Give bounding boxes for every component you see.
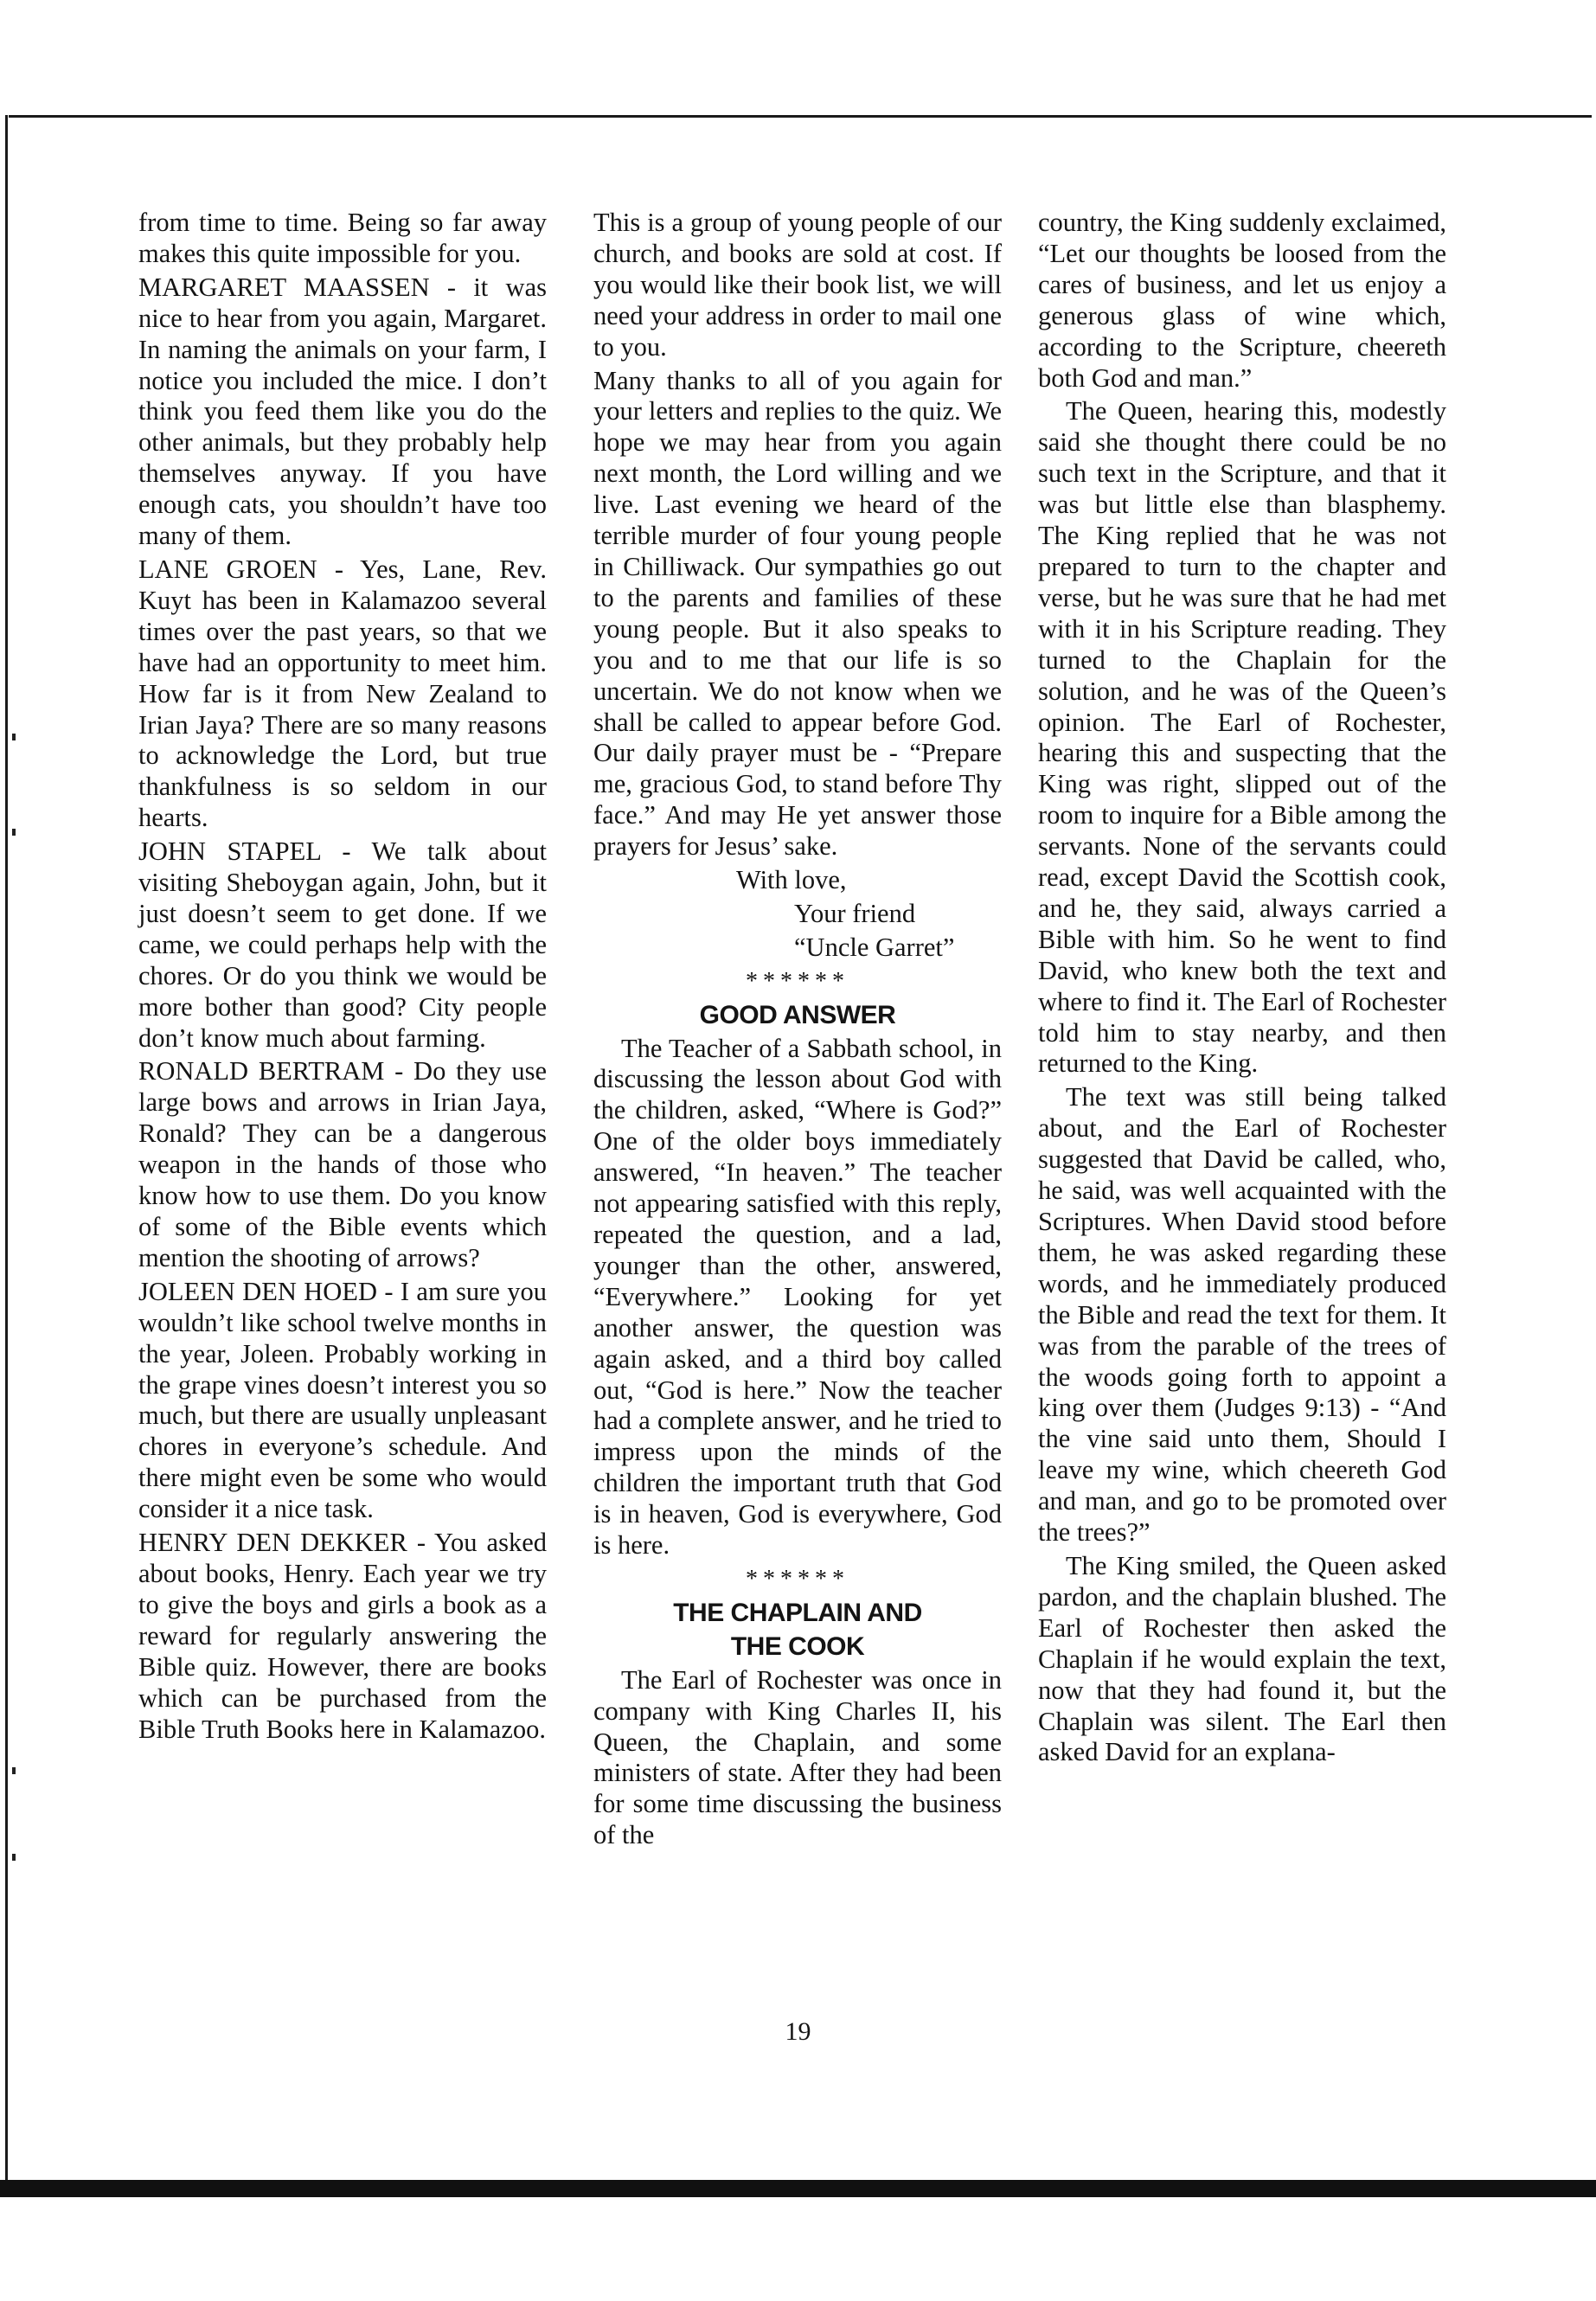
paragraph: from time to time. Being so far away makes this quite impossible for you.: [138, 208, 547, 268]
column-letters-replies: [138, 208, 547, 1747]
signoff-line: With love,: [736, 865, 847, 895]
margin-mark: [12, 734, 16, 740]
column-chaplain-story: [1038, 208, 1446, 1771]
paragraph: This is a group of young people of our church, and books are sold at cost. If you would like their book list, we will need your address in order to mail one to you.: [593, 208, 1002, 362]
reply-margaret-maassen: MARGARET MAASSEN - it was nice to hear from you again, Margaret. In naming the animals on your farm, I notice you included the mice. I don’t think you feed them like you do the other animals, but they probably help themselves anyway. If you have enough cats, you shouldn’t have too many of them.: [138, 272, 547, 551]
paragraph: The text was still being talked about, and the Earl of Rochester suggested that David be called, who, he said, was well acquainted with the Scriptures. When David stood before them, he was asked regarding these words, and he immediately produced the Bible and read the text for them. It was from the parable of the trees of the woods going forth to appoint a king over them (Judges 9:13) - “And the vine said unto them, Should I leave my wine, which cheereth God and man, and go to be promoted over the trees?”: [1038, 1082, 1446, 1548]
margin-mark: [12, 1854, 16, 1861]
column-middle: [593, 208, 1002, 1854]
heading-chaplain-line-2: THE COOK: [730, 1631, 865, 1661]
paragraph: country, the King suddenly exclaimed, “Let our thoughts be loosed from the cares of business, and let us enjoy a generous glass of wine which, according to the Scripture, cheereth both God and man.”: [1038, 208, 1446, 393]
bottom-scan-edge: [0, 2180, 1596, 2197]
story-chaplain-start: The Earl of Rochester was once in company with King Charles II, his Queen, the Chaplain, and some ministers of state. After they had been for some time discussing the business of the: [593, 1664, 1002, 1850]
reply-lane-groen: LANE GROEN - Yes, Lane, Rev. Kuyt has been in Kalamazoo several times over the past years, so that we have had an opportunity to meet him. How far is it from New Zealand to Irian Jaya? There are so many reasons to acknowledge the Lord, but true thankfulness is so seldom in our hearts.: [138, 554, 547, 833]
reply-john-stapel: JOHN STAPEL - We talk about visiting Sheboygan again, John, but it just doesn’t seem to get done. If we came, we could perhaps help with the chores. Or do you think we would be more bother than good? City people don’t know much about farming.: [138, 836, 547, 1053]
page-number: 19: [785, 2017, 811, 2046]
story-good-answer: The Teacher of a Sabbath school, in discussing the lesson about God with the children, asked, “Where is God?” One of the older boys immediately answered, “In heaven.” The teacher not appearing satisfied with this reply, repeated the question, and a lad, younger than the other, answered, “Everywhere.” Looking for yet another answer, the question was again asked, and a third boy called out, “God is here.” Now the teacher had a complete answer, and he tried to impress upon the minds of the children the important truth that God is in heaven, God is everywhere, God is here.: [593, 1033, 1002, 1561]
signoff-signature: “Uncle Garret”: [794, 932, 955, 962]
section-divider: ******: [746, 1565, 849, 1593]
paragraph: The Queen, hearing this, modestly said she thought there could be no such text in the Scripture, and that it was but little else than blasphemy. The King replied that he was not prepared to turn to the chapter and verse, but he was sure that he had met with it in his Scripture reading. They turned to the Chaplain for the solution, and he was of the Queen’s opinion. The Earl of Rochester, hearing this and suspecting that the King was right, slipped out of the room to inquire for a Bible among the servants. None of the servants could read, except David the Scottish cook, and he, they said, always carried a Bible with him. So he went to find David, who knew both the text and where to find it. The Earl of Rochester told him to stay nearby, and then returned to the King.: [1038, 396, 1446, 1079]
reply-joleen-den-hoed: JOLEEN DEN HOED - I am sure you wouldn’t like school twelve months in the year, Joleen. Probably working in the grape vines doesn’t interest you so much, but there are usually unpleasant chores in everyone’s schedule. And there might even be some who would consider it a nice task.: [138, 1276, 547, 1524]
margin-mark: [12, 829, 16, 836]
margin-mark: [12, 1767, 16, 1774]
top-scan-edge: [9, 115, 1592, 118]
signoff-line: Your friend: [794, 898, 916, 928]
reply-henry-den-dekker: HENRY DEN DEKKER - You asked about books, Henry. Each year we try to give the boys and girls a book as a reward for regularly answering the Bible quiz. However, there are books which can be purchased from the Bible Truth Books here in Kalamazoo.: [138, 1528, 547, 1744]
reply-ronald-bertram: RONALD BERTRAM - Do they use large bows and arrows in Irian Jaya, Ronald? They can be a dangerous weapon in the hands of those who know how to use them. Do you know of some of the Bible events which mention the shooting of arrows?: [138, 1056, 547, 1272]
heading-good-answer: GOOD ANSWER: [699, 1000, 896, 1029]
paragraph: The King smiled, the Queen asked pardon, and the chaplain blushed. The Earl of Rochester then asked the Chaplain if he would explain the text, now that they had found it, but the Chaplain was silent. The Earl then asked David for an explana-: [1038, 1550, 1446, 1767]
left-scan-edge: [5, 115, 8, 2191]
section-divider: ******: [746, 967, 849, 995]
paragraph: Many thanks to all of you again for your letters and replies to the quiz. We hope we may hear from you again next month, the Lord willing and we live. Last evening we heard of the terrible murder of four young people in Chilliwack. Our sympathies go out to the parents and families of these young people. But it also speaks to you and to me that our life is so uncertain. We do not know when we shall be called to appear before God. Our daily prayer must be - “Prepare me, gracious God, to stand before Thy face.” And may He yet answer those prayers for Jesus’ sake.: [593, 365, 1002, 862]
heading-chaplain-line-1: THE CHAPLAIN AND: [673, 1598, 922, 1627]
